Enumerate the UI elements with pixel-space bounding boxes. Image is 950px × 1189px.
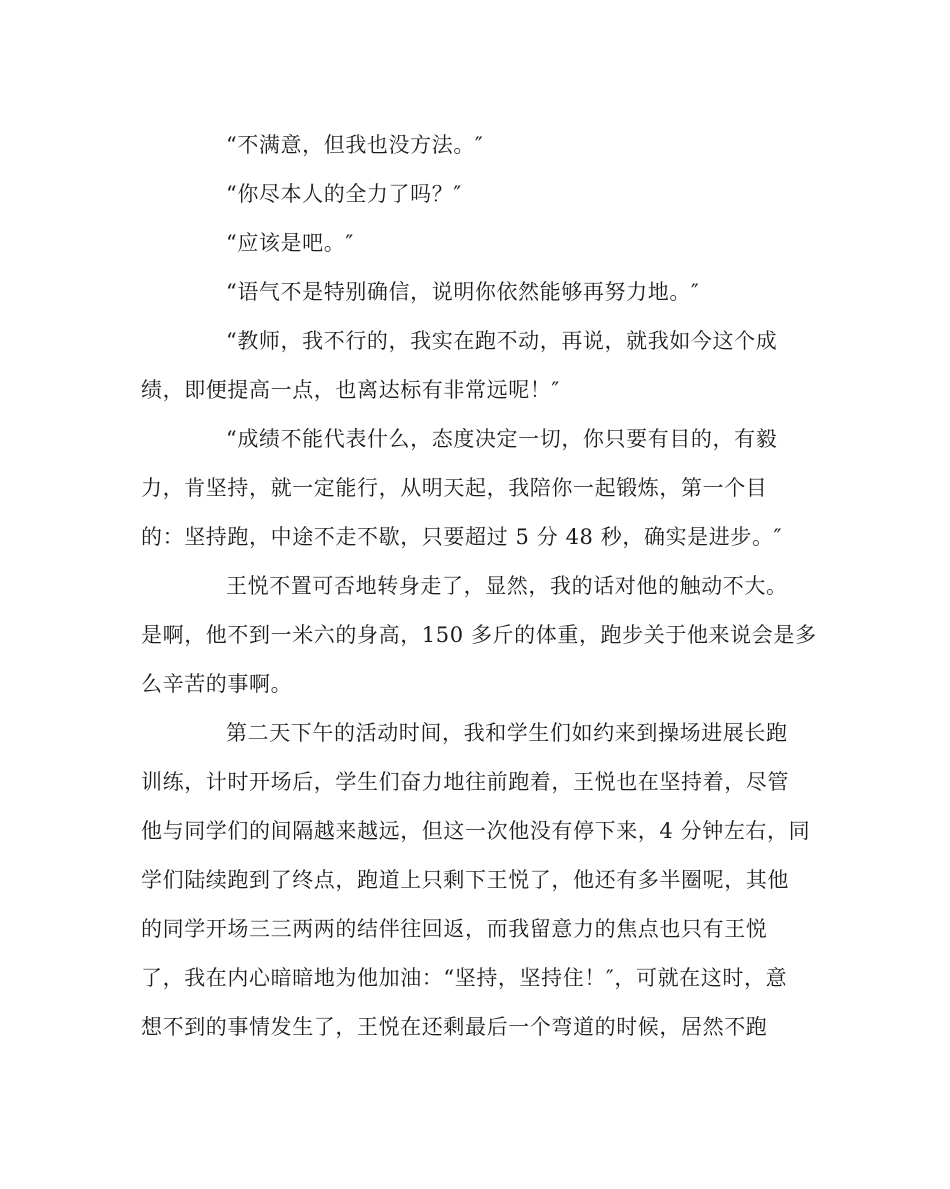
text-line: “不满意，但我也没方法。″ [226,133,484,157]
text-line: 么辛苦的事啊。 [141,672,293,696]
text-line: 他与同学们的间隔越来越远，但这一次他没有停下来，4 分钟左右，同 [141,819,811,843]
text-line: “应该是吧。″ [226,231,354,255]
text-line: 王悦不置可否地转身走了，显然，我的话对他的触动不大。 [226,574,788,598]
text-line: 第二天下午的活动时间，我和学生们如约来到操场进展长跑 [226,721,788,745]
text-line: 的：坚持跑，中途不走不歇，只要超过 5 分 48 秒，确实是进步。″ [141,525,783,549]
text-line: “成绩不能代表什么，态度决定一切，你只要有目的，有毅 [226,427,778,451]
text-line: “你尽本人的全力了吗？″ [226,182,462,206]
text-line: 学们陆续跑到了终点，跑道上只剩下王悦了，他还有多半圈呢，其他 [141,868,789,892]
text-line: “教师，我不行的，我实在跑不动，再说，就我如今这个成 [226,329,778,353]
text-line: 是啊，他不到一米六的身高，150 多斤的体重，跑步关于他来说会是多 [141,623,817,647]
text-line: 绩，即便提高一点，也离达标有非常远呢！″ [141,378,560,402]
text-line: 训练，计时开场后，学生们奋力地往前跑着，王悦也在坚持着，尽管 [141,770,789,794]
text-line: 力，肯坚持，就一定能行，从明天起，我陪你一起锻炼，第一个目 [141,476,768,500]
text-line: 了，我在内心暗暗地为他加油：“坚持，坚持住！″，可就在这时，意 [141,966,788,990]
text-line: 的同学开场三三两两的结伴往回返，而我留意力的焦点也只有王悦 [141,917,768,941]
text-line: 想不到的事情发生了，王悦在还剩最后一个弯道的时候，居然不跑 [141,1015,768,1039]
text-line: “语气不是特别确信，说明你依然能够再努力地。″ [226,280,700,304]
